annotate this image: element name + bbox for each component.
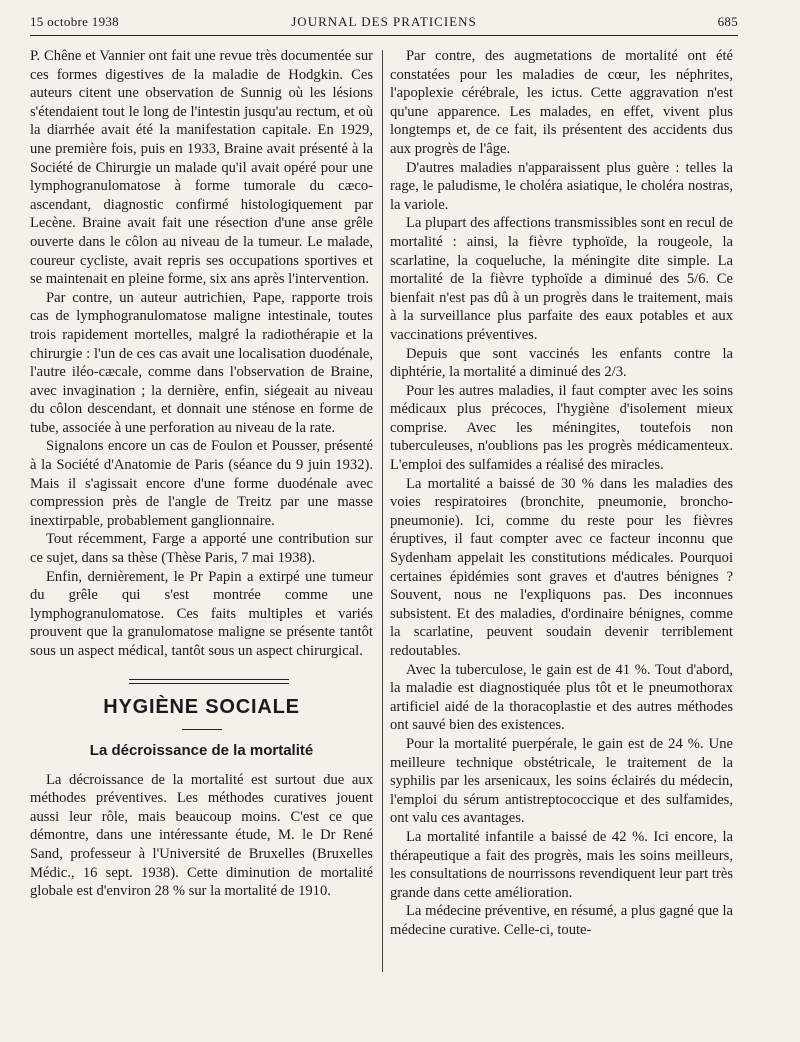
paragraph: Par contre, un auteur autrichien, Pape, rapporte trois cas de lymphogranulomatose maligne intestinale, toutes trois rapidement mortelles, malgré la radiothérapie et la chirurgie : l'un de ces cas avait une localisation duodénale, l'autre iléo-cæcale, comme dans l'observation de Braine, avec invagination ; la dernière, enfin, siégeait au niveau du côlon descendant, et donnait une sténose en forme de tube, associée à une perforation au niveau de la rate. — [30, 289, 373, 436]
column-divider — [382, 50, 383, 972]
page-number: 685 — [717, 14, 738, 29]
right-column — [390, 47, 733, 940]
section-underline — [182, 729, 222, 730]
paragraph: Tout récemment, Farge a apporté une contribution sur ce sujet, dans sa thèse (Thèse Paris, 7 mai 1938). — [30, 531, 373, 567]
section-separator — [129, 679, 289, 684]
paragraph: La décroissance de la mortalité est surtout due aux méthodes préventives. Les méthodes curatives jouent aussi leur rôle, mais beaucoup moins. C'est ce que démontre, dans une intéressante étude, M. le Dr René Sand, professeur à l'Université de Bruxelles (Bruxelles Médic., 16 sept. 1938). Cette diminution de mortalité globale est d'environ 28 % sur la mortalité de 1910. — [30, 771, 373, 900]
paragraph: La mortalité infantile a baissé de 42 %. Ici encore, la thérapeutique a fait des progrès, mais les soins meilleurs, les consultations de nourrissons revendiquent leur part très grande dans cette amélioration. — [390, 828, 733, 901]
left-column — [30, 47, 373, 901]
issue-date: 15 octobre 1938 — [30, 14, 119, 29]
paragraph: Signalons encore un cas de Foulon et Pousser, présenté à la Société d'Anatomie de Paris (séance du 9 juin 1932). Mais il s'agissait encore d'une forme duodénale avec compression près de l'angle de Treitz par une masse inextirpable, probablement ganglionnaire. — [30, 438, 373, 529]
paragraph: La médecine préventive, en résumé, a plus gagné que la médecine curative. Celle-ci, toute- — [390, 903, 733, 938]
paragraph: Pour la mortalité puerpérale, le gain est de 24 %. Une meilleure technique obstétricale, le traitement de la syphilis par les arsenicaux, les soins éclairés du médecin, l'emploi du sérum antistreptococcique et des sulfamides, ont valu ces avantages. — [390, 735, 733, 827]
paragraph: P. Chêne et Vannier ont fait une revue très documentée sur ces formes digestives de la maladie de Hodgkin. Ces auteurs citent une observation de Sunnig où les lésions s'étendaient tout le long de l'intestin jusqu'au rectum, et où la diarrhée avait été la manifestation capitale. En 1929, une première fois, puis en 1933, Braine avait présenté à la Société de Chirurgie un malade qu'il avait opéré pour une lymphogranulomatose à forme tumorale du cæco-ascendant, diagnostic confirmé histologiquement par Lecène. Braine avait fait une résection d'une anse grêle ouverte dans le côlon au niveau de la tumeur. Le malade, coureur cycliste, avait repris ses occupations sportives et se maintenait en pleine forme, six ans après l'intervention. — [30, 48, 373, 288]
paragraph: Avec la tuberculose, le gain est de 41 %. Tout d'abord, la maladie est diagnostiquée plus tôt et le pneumothorax artificiel aidé de la thoracoplastie et des autres méthodes ont sauvé bien des existences. — [390, 661, 733, 734]
paragraph: La mortalité a baissé de 30 % dans les maladies des voies respiratoires (bronchite, pneumonie, broncho-pneumonie). Ici, comme du reste pour les fièvres éruptives, il faut compter avec ce facteur inconnu que Sydenham appelait les constitutions médicales. Pourquoi certaines épidémies sont graves et d'autres bénignes ? Souvent, nous ne l'expliquons pas. Des inconnues subsistent. Et des maladies, d'ordinaire bénignes, comme la scarlatine, peuvent soudain devenir terriblement redoutables. — [390, 475, 733, 659]
article-title: La décroissance de la mortalité — [89, 741, 314, 759]
paragraph: Depuis que sont vaccinés les enfants contre la diphtérie, la mortalité a diminué des 2/3. — [390, 345, 733, 381]
paragraph: La plupart des affections transmissibles sont en recul de mortalité : ainsi, la fièvre typhoïde, la rougeole, la scarlatine, la coqueluche, la méningite dite simple. La mortalité de la fièvre typhoïde a diminué des 5/6. Ce bienfait n'est pas dû à un progrès dans le traitement, mais à la surveillance plus parfaite des eaux potables et aux vaccinations préventives. — [390, 215, 733, 343]
paragraph: Pour les autres maladies, il faut compter avec les soins médicaux plus précoces, l'hygiène d'isolement mieux comprise. Avec les méningites, toutefois non tuberculeuses, n'oublions pas les progrès médicamenteux. L'emploi des sulfamides a réalisé des miracles. — [390, 382, 733, 474]
running-header — [30, 14, 738, 34]
section-title: HYGIÈNE SOCIALE — [103, 695, 300, 718]
paragraph: D'autres maladies n'apparaissent plus guère : telles la rage, le paludisme, le choléra asiatique, le choléra nostras, la variole. — [390, 159, 733, 213]
paragraph: Par contre, des augmetations de mortalité ont été constatées pour les maladies de cœur, les néphrites, l'apoplexie cérébrale, les ictus. Cette aggravation n'est qu'une apparence. Les malades, en effet, vivent plus longtemps et, de ce fait, ils présentent des accidents dus aux progrès de l'âge. — [390, 48, 733, 157]
journal-title: JOURNAL DES PRATICIENS — [291, 14, 477, 29]
header-rule — [30, 35, 738, 36]
paragraph: Enfin, dernièrement, le Pr Papin a extirpé une tumeur du grêle qui s'est montrée comme une lymphogranulomatose. Ces faits multiples et variés prouvent que la granulomatose maligne se présente tantôt sous un aspect médical, tantôt sous un aspect chirurgical. — [30, 568, 373, 659]
